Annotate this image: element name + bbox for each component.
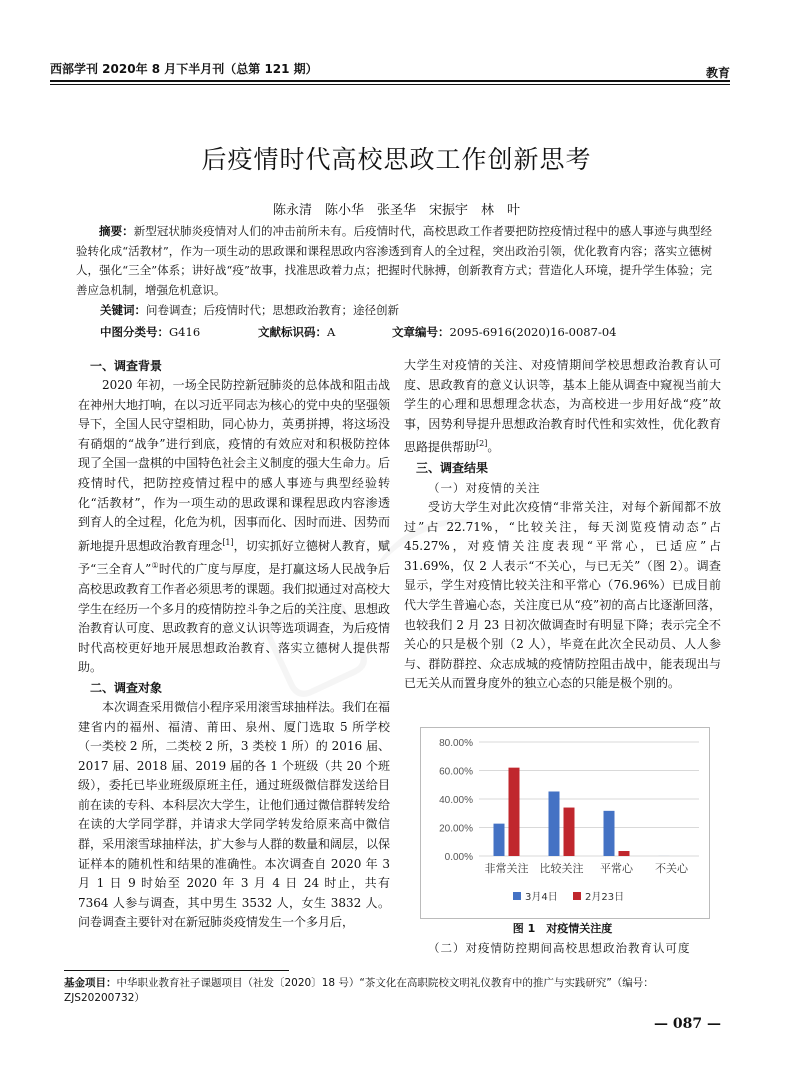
bar — [494, 824, 505, 856]
keywords-text: 问卷调查；后疫情时代；思想政治教育；途径创新 — [146, 303, 399, 317]
legend-swatch — [513, 892, 521, 900]
footnote: 基金项目：中华职业教育社子课题项目（社发〔2020〕18 号）“茶文化在高职院校文明礼仪教育中的推广与实践研究”（编号：ZJS20200732） — [64, 977, 654, 1004]
authors: 陈永清 陈小华 张圣华 宋振宇 林 叶 — [272, 203, 520, 218]
page-number: — 087 — — [654, 1016, 721, 1032]
classification-line — [100, 324, 720, 340]
bar-chart — [420, 727, 710, 919]
x-tick-label: 非常关注 — [484, 862, 529, 875]
keywords-label: 关键词： — [100, 303, 146, 317]
subsection-heading-recognition: （二）对疫情防控期间高校思想政治教育认可度 — [428, 941, 691, 955]
subsection-heading-attention: （一）对疫情的关注 — [428, 480, 541, 495]
header-rule — [50, 80, 730, 82]
bar — [564, 808, 575, 856]
bar — [604, 811, 615, 856]
x-tick-label: 平常心 — [600, 862, 633, 875]
continued-paragraph: 大学生对疫情的关注、对疫情期间学校思想政治教育认可度、思政教育的意义认识等，基本上能从调查中窥视当前大学生的心理和思想理念状态，为高校进一步用好战“疫”故事，因势利导提升思想政治教育时代性和实效性，优化教育思路提供帮助[2]。 — [404, 358, 721, 455]
section-heading-results: 三、调查结果 — [416, 460, 489, 475]
paper-title: 后疫情时代高校思政工作创新思考 — [201, 145, 592, 174]
doc-code-field: 文献标识码：A — [258, 325, 336, 339]
figure-caption: 图 1 对疫情关注度 — [512, 922, 613, 935]
legend-label: 2月23日 — [585, 892, 625, 903]
bar — [619, 851, 630, 856]
section-heading-subjects: 二、调查对象 — [90, 680, 163, 695]
article-number-field: 文章编号：2095-6916(2020)16-0087-04 — [392, 325, 617, 339]
right-column — [404, 356, 721, 694]
footnote-rule — [64, 970, 289, 971]
legend-swatch — [573, 892, 581, 900]
bar — [509, 768, 520, 856]
clc-field: 中图分类号：G416 — [100, 325, 201, 339]
running-header — [50, 58, 730, 78]
y-tick-label: 60.00% — [439, 766, 473, 778]
x-tick-label: 比较关注 — [539, 862, 584, 875]
y-tick-label: 0.00% — [444, 852, 473, 863]
chart-svg — [421, 728, 709, 918]
keywords — [100, 302, 712, 318]
section-name: 教育 — [705, 66, 730, 80]
results-paragraph: 受访大学生对此次疫情“非常关注，对每个新闻都不放过”占 22.71%，“比较关注，每天浏览疫情动态”占 45.27%，对疫情关注度表现“平常心，已适应”占 31.69%，仅 2 人表示“不关心，与已无关”（图 2）。调查显示，学生对疫情比较关注和平常心（76.96%）已成目前代大学生普遍心态，关注度已从“疫”初的高占比逐渐回落，也较我们 2 月 23 日初次做调查时有明显下降；表示完全不关心的只是极个别（2 人），毕竟在此次全民动员、人人参与、群防群控、众志成城的疫情防控阻击战中，能表现出与已无关从而置身度外的独立心态的只能是极个别的。 — [404, 499, 721, 691]
y-tick-label: 80.00% — [439, 738, 473, 749]
header-rule-thin — [50, 84, 730, 85]
y-tick-label: 40.00% — [439, 795, 473, 806]
bar — [549, 791, 560, 856]
abstract-label: 摘要： — [99, 224, 134, 238]
abstract-text: 新型冠状肺炎疫情对人们的冲击前所未有。后疫情时代，高校思政工作者要把防控疫情过程中的感人事迹与典型经验转化成“活教材”，作为一项生动的思政课和课程思政内容渗透到育人的全过程，突出政治引领，优化教育内容；落实立德树人，强化“三全”体系；讲好战“疫”故事，找准思政着力点；把握时代脉搏，创新教育方式；营造化人环境，提升学生体验；完善应急机制，增强危机意识。 — [76, 224, 712, 297]
x-tick-label: 不关心 — [655, 862, 688, 875]
section-heading-background: 一、调查背景 — [90, 359, 163, 373]
journal-name: 西部学刊 2020年 8 月下半月刊（总第 121 期） — [50, 62, 318, 76]
abstract — [76, 222, 712, 300]
subjects-paragraph: 本次调查采用微信小程序采用滚雪球抽样法。我们在福建省内的福州、福清、莆田、泉州、厦门选取 5 所学校（一类校 2 所，二类校 2 所，3 类校 1 所）的 2016 届、2017 届、2018 届、2019 届的各 1 个班级（共 20 个班级），委托已毕业班级原班主任，通过班级微信群发送给目前在读的专科、本科层次大学生，让他们通过微信群转发给在读的大学同学群，并请求大学同学转发给原来高中微信群，采用滚雪球抽样法，扩大参与人群的数量和阔层，以保证样本的随机性和结果的准确性。本次调查自 2020 年 3 月 1 日 9 时始至 2020 年 3 月 4 日 24 时止，共有 7364 人参与调查，其中男生 3532 人，女生 3832 人。问卷调查主要针对在新冠肺炎疫情发生一个多月后， — [78, 699, 391, 930]
background-paragraph: 2020 年初，一场全民防控新冠肺炎的总体战和阻击战在神州大地打响，在以习近平同志为核心的党中央的坚强领导下，全国人民守望相助，同心协力，英勇拼搏，将这场没有硝烟的“战争”进行到底，疫情的有效应对和积极防控体现了全国一盘棋的中国特色社会主义制度的强大生命力。后疫情时代，把防控疫情过程中的感人事迹与典型经验转化“活教材”，作为一项生动的思政课和课程思政内容渗透到育人的全过程，化危为机，因事而化、因时而进、因势而新地提升思想政治教育理念[1]，切实抓好立德树人教育，赋予“三全育人”①时代的广度与厚度，是打赢这场人民战争后高校思政教育工作者必须思考的课题。我们拟通过对高校大学生在经历一个多月的疫情防控斗争之后的关注度、思想政治教育认可度、思政教育的意义认识等选项调查，为后疫情时代高校更好地开展思想政治教育、落实立德树人提供帮助。 — [78, 378, 391, 675]
left-column — [78, 356, 390, 933]
y-tick-label: 20.00% — [439, 823, 473, 835]
legend-label: 3月4日 — [525, 892, 558, 903]
